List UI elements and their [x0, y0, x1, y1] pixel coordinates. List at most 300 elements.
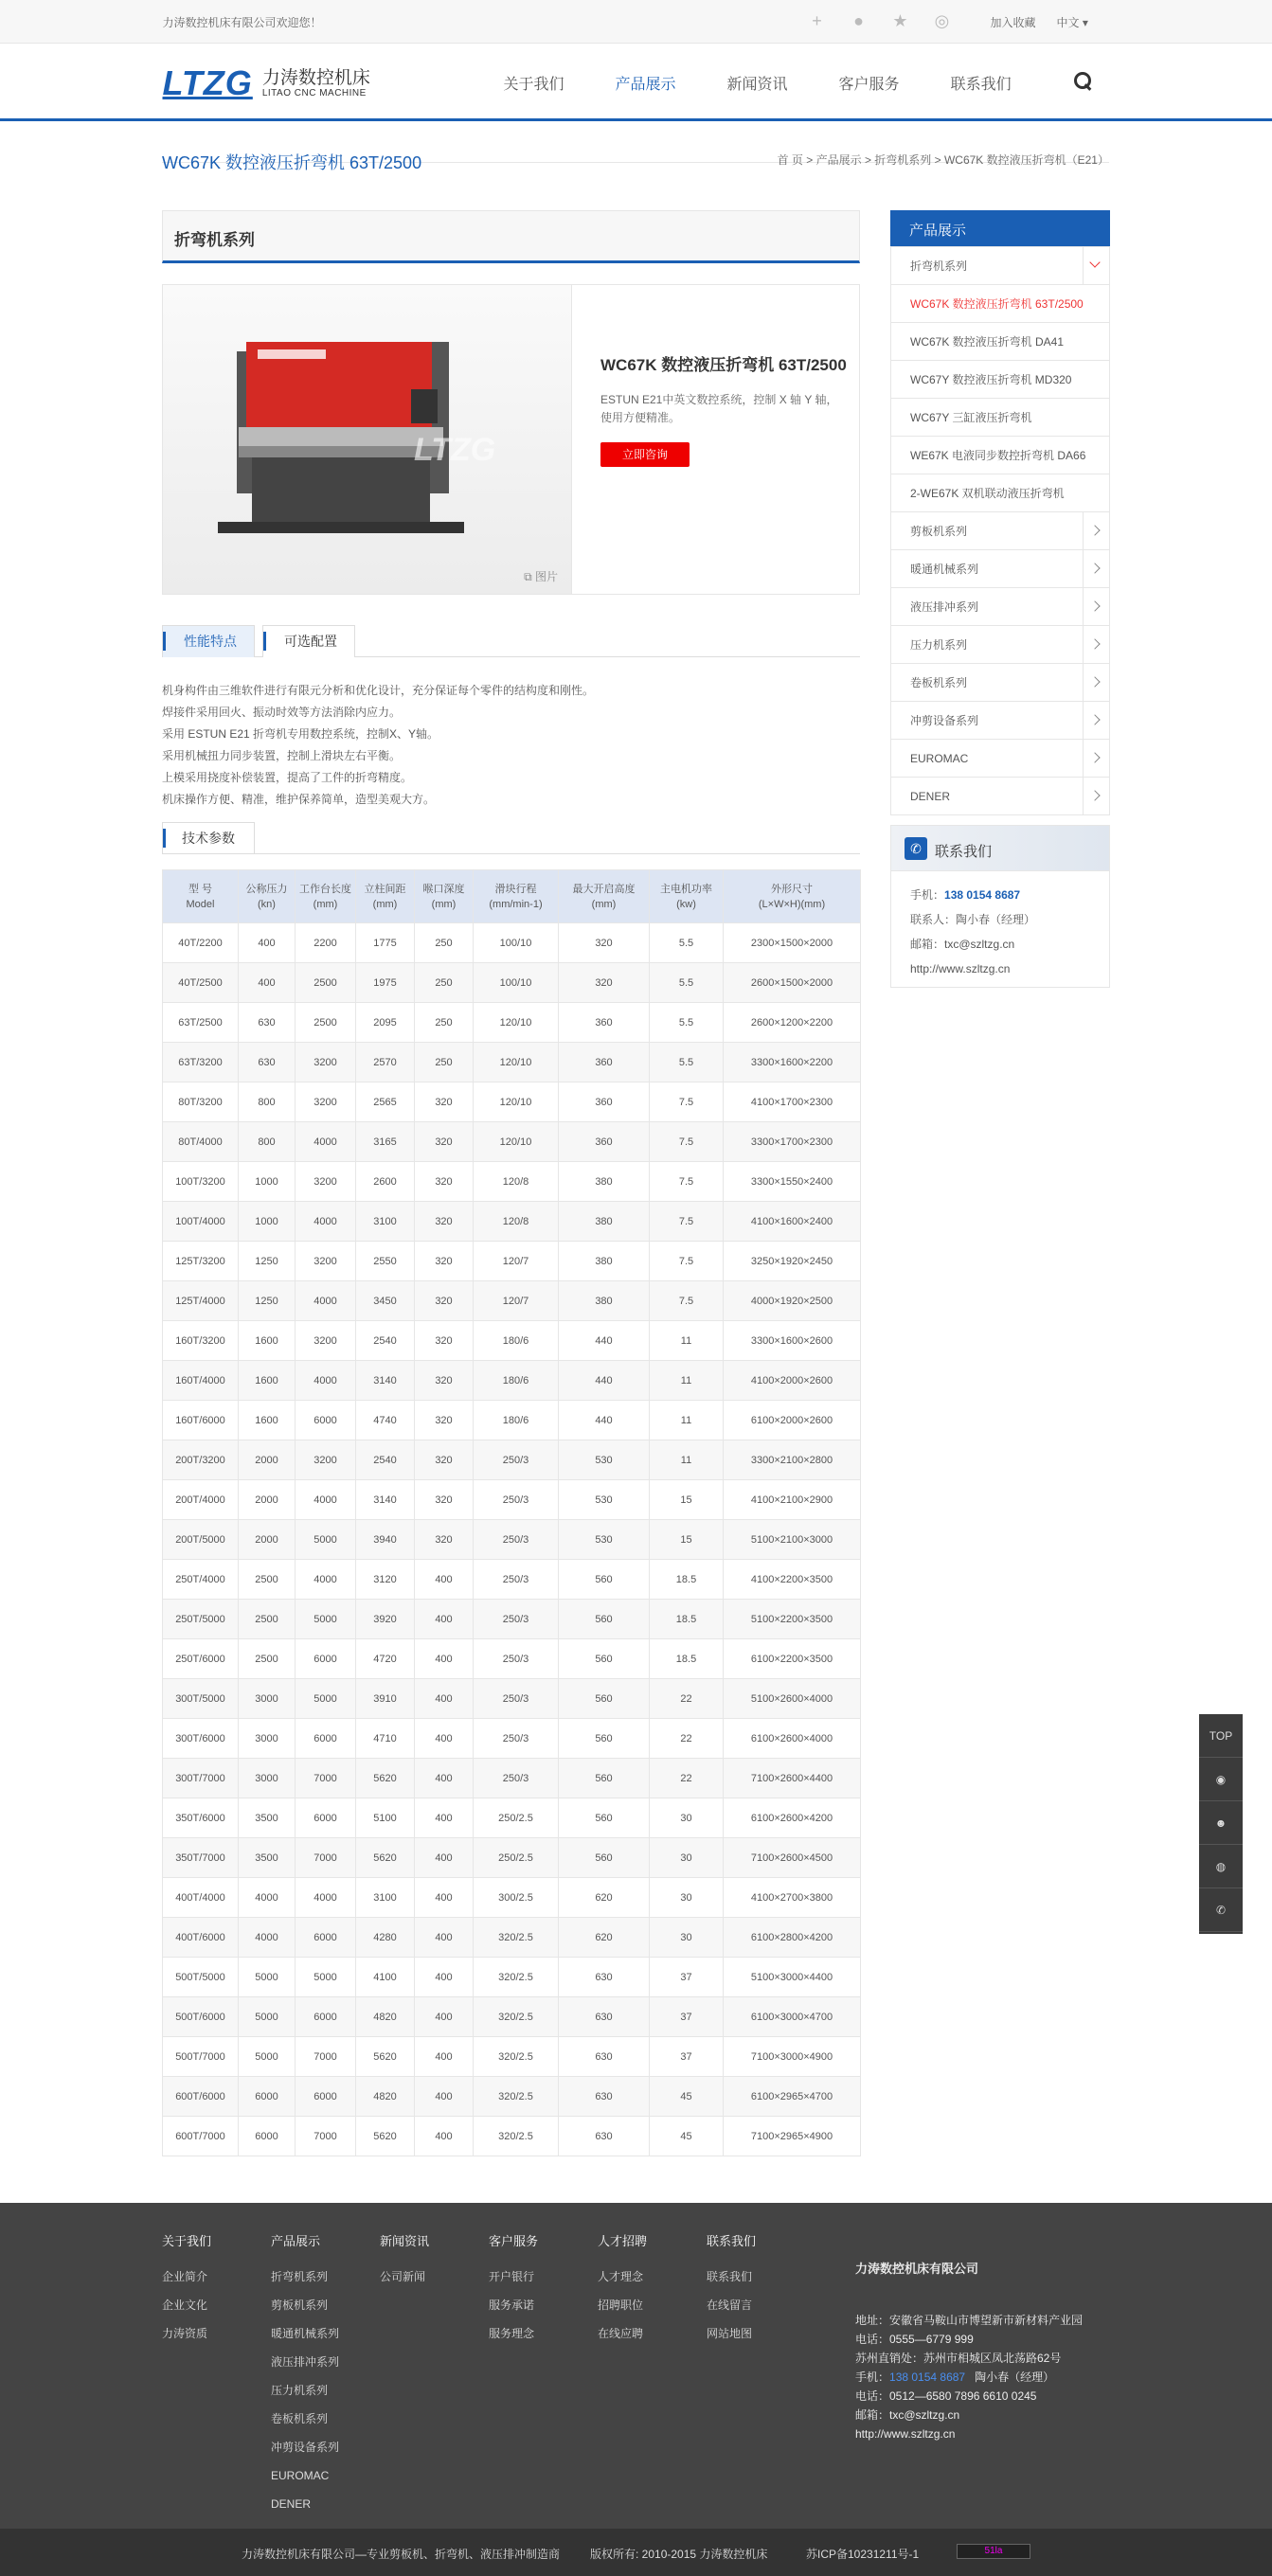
table-cell: 2550	[356, 1242, 415, 1281]
footer-mobile-number[interactable]: 138 0154 8687	[889, 2370, 966, 2384]
wechat-icon[interactable]: ●	[853, 11, 864, 30]
table-cell: 3200	[296, 1162, 356, 1202]
product-image[interactable]	[163, 285, 572, 594]
header-unit: (L×W×H)(mm)	[758, 898, 826, 910]
table-cell: 600T/6000	[163, 2077, 239, 2117]
logo-mark: LTZG	[162, 63, 253, 102]
table-cell: 320/2.5	[474, 2117, 559, 2156]
footer-link[interactable]: 开户银行	[489, 2270, 535, 2283]
table-row	[163, 1600, 861, 1639]
table-cell: 2500	[296, 963, 356, 1003]
table-cell: 1250	[239, 1242, 296, 1281]
float-toolbar	[1199, 1714, 1243, 1934]
table-cell: 18.5	[650, 1560, 724, 1600]
table-cell: 4000	[239, 1878, 296, 1918]
footer-link[interactable]: 人才理念	[598, 2270, 644, 2283]
product-box	[162, 284, 860, 595]
table-cell: 500T/6000	[163, 1997, 239, 2037]
footer-link[interactable]: 卷板机系列	[271, 2412, 329, 2425]
icp-text[interactable]: 苏ICP备10231211号-1	[806, 2548, 920, 2561]
table-cell: 15	[650, 1480, 724, 1520]
table-cell: 45	[650, 2077, 724, 2117]
chevron-right-icon[interactable]	[1083, 512, 1109, 549]
table-cell: 250/3	[474, 1679, 559, 1719]
table-cell: 120/8	[474, 1162, 559, 1202]
table-cell: 7.5	[650, 1281, 724, 1321]
footer-link[interactable]: 联系我们	[707, 2270, 753, 2283]
footer-link[interactable]: 服务理念	[489, 2327, 535, 2340]
table-cell: 300T/5000	[163, 1679, 239, 1719]
table-cell: 3500	[239, 1798, 296, 1838]
contact-email[interactable]: 邮箱：txc@szltzg.cn	[910, 938, 1015, 951]
table-cell: 360	[559, 1003, 650, 1043]
table-cell: 80T/3200	[163, 1082, 239, 1122]
top-bar	[0, 0, 1272, 44]
footer-line[interactable]: http://www.szltzg.cn	[855, 2427, 956, 2441]
header-cn: 喉口深度	[422, 883, 465, 895]
footer-link[interactable]: 企业文化	[162, 2299, 208, 2312]
sidebar-item-label: WC67K 数控液压折弯机 DA41	[910, 335, 1065, 349]
table-cell: 250	[415, 1003, 474, 1043]
table-cell: 630	[559, 2037, 650, 2077]
chevron-right-icon[interactable]	[1083, 626, 1109, 663]
table-cell: 4000	[296, 1202, 356, 1242]
sidebar-item[interactable]	[891, 701, 1109, 739]
table-cell: 5000	[296, 1958, 356, 1997]
table-cell: 160T/6000	[163, 1401, 239, 1440]
footer-line: 电话：0555—6779 999	[855, 2333, 974, 2346]
table-cell: 250/3	[474, 1639, 559, 1679]
table-cell: 400	[415, 1798, 474, 1838]
wechat-icon[interactable]: ◍	[1199, 1845, 1243, 1888]
table-cell: 7000	[296, 1759, 356, 1798]
table-cell: 7100×3000×4900	[724, 2037, 861, 2077]
table-cell: 3500	[239, 1838, 296, 1878]
table-cell: 3940	[356, 1520, 415, 1560]
chevron-right-icon[interactable]	[1083, 740, 1109, 777]
table-cell: 6100×3000×4700	[724, 1997, 861, 2037]
sidebar-item-label: DENER	[910, 790, 951, 803]
table-cell: 1600	[239, 1401, 296, 1440]
header-cn: 型 号	[188, 883, 213, 895]
sidebar-item[interactable]	[891, 474, 1109, 511]
footer-col-head[interactable]: 人才招聘	[598, 2234, 648, 2248]
table-cell: 1775	[356, 923, 415, 963]
footer-link[interactable]: 力涛资质	[162, 2327, 208, 2340]
table-cell: 3200	[296, 1440, 356, 1480]
chevron-right-icon[interactable]	[1083, 664, 1109, 701]
header-cn: 外形尺寸	[771, 883, 813, 895]
table-cell: 380	[559, 1242, 650, 1281]
table-cell: 320	[415, 1321, 474, 1361]
footer-link[interactable]: 招聘职位	[598, 2299, 644, 2312]
table-header	[415, 870, 474, 923]
feature-item: 机身构件由三维软件进行有限元分析和优化设计，充分保证每个零件的结构度和刚性。	[162, 684, 595, 697]
footer-link[interactable]: EUROMAC	[271, 2469, 330, 2482]
contact-phone	[910, 883, 1090, 907]
table-cell: 400	[415, 2037, 474, 2077]
table-row	[163, 1918, 861, 1958]
table-cell: 120/7	[474, 1281, 559, 1321]
weibo-icon[interactable]: ◎	[934, 11, 950, 30]
table-cell: 6000	[296, 1798, 356, 1838]
table-cell: 2600	[356, 1162, 415, 1202]
table-cell: 300T/6000	[163, 1719, 239, 1759]
watermark: LTZG	[414, 432, 496, 468]
table-cell: 400	[415, 1639, 474, 1679]
page-title: WC67K 数控液压折弯机 63T/2500	[162, 153, 422, 172]
sidebar-item[interactable]	[891, 625, 1109, 663]
table-cell: 4000	[296, 1480, 356, 1520]
section-title: 折弯机系列	[162, 210, 860, 263]
table-cell: 4000	[296, 1281, 356, 1321]
table-cell: 560	[559, 1719, 650, 1759]
table-cell: 4820	[356, 1997, 415, 2037]
table-row	[163, 1997, 861, 2037]
stats-badge[interactable]: 51la	[957, 2544, 1030, 2559]
footer-link[interactable]: 液压排冲系列	[271, 2355, 340, 2369]
table-cell: 5000	[296, 1679, 356, 1719]
tab-features[interactable]: 性能特点	[162, 625, 255, 657]
table-row	[163, 1003, 861, 1043]
table-cell: 6100×2200×3500	[724, 1639, 861, 1679]
table-cell: 11	[650, 1401, 724, 1440]
logo[interactable]	[162, 63, 370, 102]
picture-label[interactable]	[524, 568, 558, 584]
table-cell: 250/3	[474, 1440, 559, 1480]
contact-url[interactable]: http://www.szltzg.cn	[910, 962, 1011, 975]
header-unit: (mm)	[431, 898, 457, 910]
table-cell: 530	[559, 1440, 650, 1480]
table-cell: 400	[415, 2117, 474, 2156]
detail-tabs	[162, 625, 860, 657]
table-row	[163, 1958, 861, 1997]
sidebar-item[interactable]	[891, 549, 1109, 587]
table-cell: 5.5	[650, 923, 724, 963]
footer-company: 力涛数控机床有限公司	[855, 2262, 979, 2276]
chevron-right-icon[interactable]	[1083, 588, 1109, 625]
sidebar-item[interactable]	[891, 663, 1109, 701]
table-row	[163, 2037, 861, 2077]
star-icon[interactable]: ★	[892, 11, 908, 30]
table-cell: 300T/7000	[163, 1759, 239, 1798]
footer-column	[489, 2231, 598, 2518]
table-cell: 80T/4000	[163, 1122, 239, 1162]
footer-col-head[interactable]: 客户服务	[489, 2234, 539, 2248]
consult-button[interactable]: 立即咨询	[600, 442, 690, 467]
footer-link[interactable]: 暖通机械系列	[271, 2327, 340, 2340]
table-cell: 45	[650, 2117, 724, 2156]
footer-link[interactable]: 折弯机系列	[271, 2270, 329, 2283]
table-cell: 400	[415, 1997, 474, 2037]
footer-link[interactable]: 服务承诺	[489, 2299, 535, 2312]
sidebar-item[interactable]	[891, 398, 1109, 436]
table-cell: 360	[559, 1122, 650, 1162]
table-cell: 5620	[356, 2037, 415, 2077]
chevron-down-icon[interactable]	[1083, 247, 1109, 284]
copyright-bar	[0, 2529, 1272, 2576]
table-cell: 5000	[296, 1520, 356, 1560]
contact-box	[890, 825, 1110, 988]
footer-line: 邮箱：txc@szltzg.cn	[855, 2408, 960, 2422]
table-cell: 120/8	[474, 1202, 559, 1242]
table-cell: 320	[415, 1440, 474, 1480]
table-row	[163, 1242, 861, 1281]
sidebar-item[interactable]	[891, 360, 1109, 398]
table-cell: 160T/3200	[163, 1321, 239, 1361]
table-cell: 2540	[356, 1321, 415, 1361]
table-cell: 7.5	[650, 1122, 724, 1162]
table-cell: 560	[559, 1759, 650, 1798]
table-cell: 320	[415, 1122, 474, 1162]
table-cell: 4100×2200×3500	[724, 1560, 861, 1600]
table-cell: 250/3	[474, 1560, 559, 1600]
table-cell: 3920	[356, 1600, 415, 1639]
table-cell: 4000	[296, 1361, 356, 1401]
table-cell: 5620	[356, 1759, 415, 1798]
chevron-right-icon[interactable]	[1083, 550, 1109, 587]
table-row	[163, 1321, 861, 1361]
table-cell: 250/3	[474, 1759, 559, 1798]
footer-link[interactable]: 剪板机系列	[271, 2299, 329, 2312]
site-header	[0, 44, 1272, 121]
table-cell: 350T/7000	[163, 1838, 239, 1878]
sidebar-item[interactable]	[891, 322, 1109, 360]
table-cell: 250/2.5	[474, 1838, 559, 1878]
table-row	[163, 1122, 861, 1162]
table-cell: 4720	[356, 1639, 415, 1679]
table-cell: 30	[650, 1918, 724, 1958]
header-unit: (mm/min-1)	[489, 898, 543, 910]
table-cell: 7.5	[650, 1242, 724, 1281]
footer-link[interactable]: 在线留言	[707, 2299, 753, 2312]
table-cell: 560	[559, 1838, 650, 1878]
table-cell: 7000	[296, 2117, 356, 2156]
table-cell: 400	[415, 1878, 474, 1918]
table-cell: 2000	[239, 1520, 296, 1560]
language-select[interactable]	[1057, 14, 1088, 30]
footer-link[interactable]: 在线应聘	[598, 2327, 644, 2340]
table-row	[163, 2117, 861, 2156]
table-cell: 125T/3200	[163, 1242, 239, 1281]
table-cell: 400T/6000	[163, 1918, 239, 1958]
sidebar-list	[890, 246, 1110, 815]
breadcrumb[interactable]: 首 页 > 产品展示 > 折弯机系列 > WC67K 数控液压折弯机（E21）	[777, 153, 1109, 167]
footer-line: 电话：0512—6580 7896 6610 0245	[855, 2389, 1037, 2403]
nav-products[interactable]: 产品展示	[615, 77, 676, 93]
table-cell: 4100	[356, 1958, 415, 1997]
nav-contact[interactable]: 联系我们	[950, 77, 1012, 93]
params-tab[interactable]: 技术参数	[162, 822, 255, 854]
table-cell: 250	[415, 923, 474, 963]
sidebar-item-label: 卷板机系列	[910, 676, 968, 689]
table-cell: 18.5	[650, 1600, 724, 1639]
table-cell: 250T/5000	[163, 1600, 239, 1639]
table-cell: 6100×2800×4200	[724, 1918, 861, 1958]
table-cell: 250/2.5	[474, 1798, 559, 1838]
table-cell: 800	[239, 1122, 296, 1162]
table-cell: 620	[559, 1918, 650, 1958]
sidebar-item[interactable]	[891, 739, 1109, 777]
table-cell: 320	[415, 1162, 474, 1202]
main-content	[162, 210, 860, 2156]
table-cell: 37	[650, 1997, 724, 2037]
table-cell: 11	[650, 1440, 724, 1480]
table-cell: 2300×1500×2000	[724, 923, 861, 963]
table-cell: 5100×2100×3000	[724, 1520, 861, 1560]
table-cell: 6000	[296, 1639, 356, 1679]
table-cell: 3000	[239, 1679, 296, 1719]
table-cell: 440	[559, 1361, 650, 1401]
nav-about[interactable]: 关于我们	[503, 77, 564, 93]
sidebar-item[interactable]	[891, 587, 1109, 625]
back-to-top-button[interactable]: TOP	[1199, 1714, 1243, 1758]
table-cell: 250/3	[474, 1480, 559, 1520]
footer-column	[271, 2231, 380, 2518]
table-cell: 7.5	[650, 1082, 724, 1122]
table-cell: 5.5	[650, 1003, 724, 1043]
footer	[0, 2203, 1272, 2529]
table-cell: 3120	[356, 1560, 415, 1600]
footer-col-head[interactable]: 关于我们	[162, 2234, 212, 2248]
table-row	[163, 1719, 861, 1759]
footer-contact	[855, 2260, 1120, 2443]
table-row	[163, 1520, 861, 1560]
table-cell: 3200	[296, 1242, 356, 1281]
table-cell: 3300×2100×2800	[724, 1440, 861, 1480]
footer-col-head[interactable]: 联系我们	[707, 2234, 757, 2248]
qq-icon[interactable]: ◉	[1199, 1758, 1243, 1801]
table-cell: 22	[650, 1759, 724, 1798]
table-cell: 3300×1600×2200	[724, 1043, 861, 1082]
sidebar-item-label: WC67Y 数控液压折弯机 MD320	[910, 373, 1072, 386]
table-cell: 6000	[239, 2117, 296, 2156]
table-cell: 4100×1700×2300	[724, 1082, 861, 1122]
sidebar-item[interactable]	[891, 436, 1109, 474]
header-unit: (kw)	[676, 898, 696, 910]
header-unit: Model	[186, 898, 215, 910]
sidebar-item[interactable]	[891, 246, 1109, 284]
tab-options[interactable]: 可选配置	[262, 625, 355, 657]
sidebar-item-label: 折弯机系列	[910, 259, 968, 273]
table-row	[163, 1759, 861, 1798]
sidebar-item-label: 冲剪设备系列	[910, 714, 979, 727]
table-cell: 4100×2100×2900	[724, 1480, 861, 1520]
table-cell: 5000	[239, 1997, 296, 2037]
sidebar-item[interactable]	[891, 511, 1109, 549]
table-cell: 200T/4000	[163, 1480, 239, 1520]
footer-col-head[interactable]: 新闻资讯	[380, 2234, 430, 2248]
table-cell: 5.5	[650, 963, 724, 1003]
table-cell: 630	[559, 1997, 650, 2037]
footer-link[interactable]: 企业简介	[162, 2270, 208, 2283]
sidebar-item[interactable]	[891, 777, 1109, 814]
product-name: WC67K 数控液压折弯机 63T/2500	[600, 356, 847, 374]
plus-icon[interactable]: +	[812, 11, 822, 30]
table-cell: 3140	[356, 1480, 415, 1520]
feature-item: 焊接件采用回火、振动时效等方法消除内应力。	[162, 706, 402, 719]
header-cn: 主电机功率	[660, 883, 712, 895]
table-cell: 380	[559, 1162, 650, 1202]
sidebar-item-label: 暖通机械系列	[910, 563, 979, 576]
table-cell: 22	[650, 1679, 724, 1719]
table-cell: 6000	[296, 1997, 356, 2037]
table-cell: 2500	[239, 1639, 296, 1679]
nav-service[interactable]: 客户服务	[838, 77, 900, 93]
table-cell: 360	[559, 1082, 650, 1122]
table-header	[356, 870, 415, 923]
table-cell: 350T/6000	[163, 1798, 239, 1838]
contact-phone-number[interactable]: 138 0154 8687	[944, 888, 1021, 902]
chevron-right-icon[interactable]	[1083, 702, 1109, 739]
table-cell: 320/2.5	[474, 2077, 559, 2117]
table-cell: 4710	[356, 1719, 415, 1759]
footer-column	[598, 2231, 707, 2518]
chevron-right-icon[interactable]	[1083, 778, 1109, 814]
table-cell: 6100×2000×2600	[724, 1401, 861, 1440]
footer-line: 苏州直销处：苏州市相城区凤北荡路62号	[855, 2352, 1062, 2365]
table-cell: 2570	[356, 1043, 415, 1082]
table-cell: 3910	[356, 1679, 415, 1719]
social-icons	[807, 10, 953, 31]
add-favorite-link[interactable]: 加入收藏	[990, 16, 1036, 29]
nav-news[interactable]: 新闻资讯	[726, 77, 788, 93]
phone-icon[interactable]: ✆	[1199, 1888, 1243, 1932]
table-cell: 440	[559, 1321, 650, 1361]
table-cell: 3000	[239, 1719, 296, 1759]
search-icon[interactable]	[1072, 70, 1093, 91]
table-cell: 400	[415, 1958, 474, 1997]
header-cn: 工作台长度	[299, 883, 351, 895]
footer-link[interactable]: DENER	[271, 2497, 312, 2511]
table-cell: 400	[415, 1600, 474, 1639]
table-cell: 560	[559, 1639, 650, 1679]
footer-link[interactable]: 压力机系列	[271, 2384, 329, 2397]
table-cell: 3200	[296, 1082, 356, 1122]
table-cell: 6000	[239, 2077, 296, 2117]
sidebar-item-label: WC67K 数控液压折弯机 63T/2500	[910, 297, 1084, 311]
table-cell: 320	[415, 1520, 474, 1560]
table-header	[296, 870, 356, 923]
table-cell: 100/10	[474, 923, 559, 963]
footer-line: 地址：安徽省马鞍山市博望新市新材料产业园	[855, 2314, 1084, 2327]
sidebar-item[interactable]	[891, 284, 1109, 322]
table-cell: 30	[650, 1798, 724, 1838]
table-cell: 3450	[356, 1281, 415, 1321]
table-cell: 2600×1500×2000	[724, 963, 861, 1003]
footer-link[interactable]: 公司新闻	[380, 2270, 426, 2283]
header-unit: (mm)	[372, 898, 398, 910]
table-cell: 5000	[239, 2037, 296, 2077]
table-cell: 400	[415, 1719, 474, 1759]
user-icon[interactable]: ☻	[1199, 1801, 1243, 1845]
footer-col-head[interactable]: 产品展示	[271, 2234, 321, 2248]
logo-en: LITAO CNC MACHINE	[261, 87, 367, 98]
table-cell: 7000	[296, 2037, 356, 2077]
feature-item: 上模采用挠度补偿装置，提高了工件的折弯精度。	[162, 771, 413, 784]
table-cell: 3140	[356, 1361, 415, 1401]
table-cell: 2000	[239, 1440, 296, 1480]
table-header	[163, 870, 239, 923]
table-cell: 4740	[356, 1401, 415, 1440]
footer-link[interactable]: 网站地图	[707, 2327, 753, 2340]
table-cell: 120/10	[474, 1043, 559, 1082]
footer-link[interactable]: 冲剪设备系列	[271, 2441, 340, 2454]
table-cell: 560	[559, 1600, 650, 1639]
table-cell: 1000	[239, 1202, 296, 1242]
feature-item: 机床操作方便、精准，维护保养简单，造型美观大方。	[162, 793, 436, 806]
product-desc: ESTUN E21中英文数控系统，控制 X 轴 Y 轴，使用方便精准。	[600, 393, 838, 424]
